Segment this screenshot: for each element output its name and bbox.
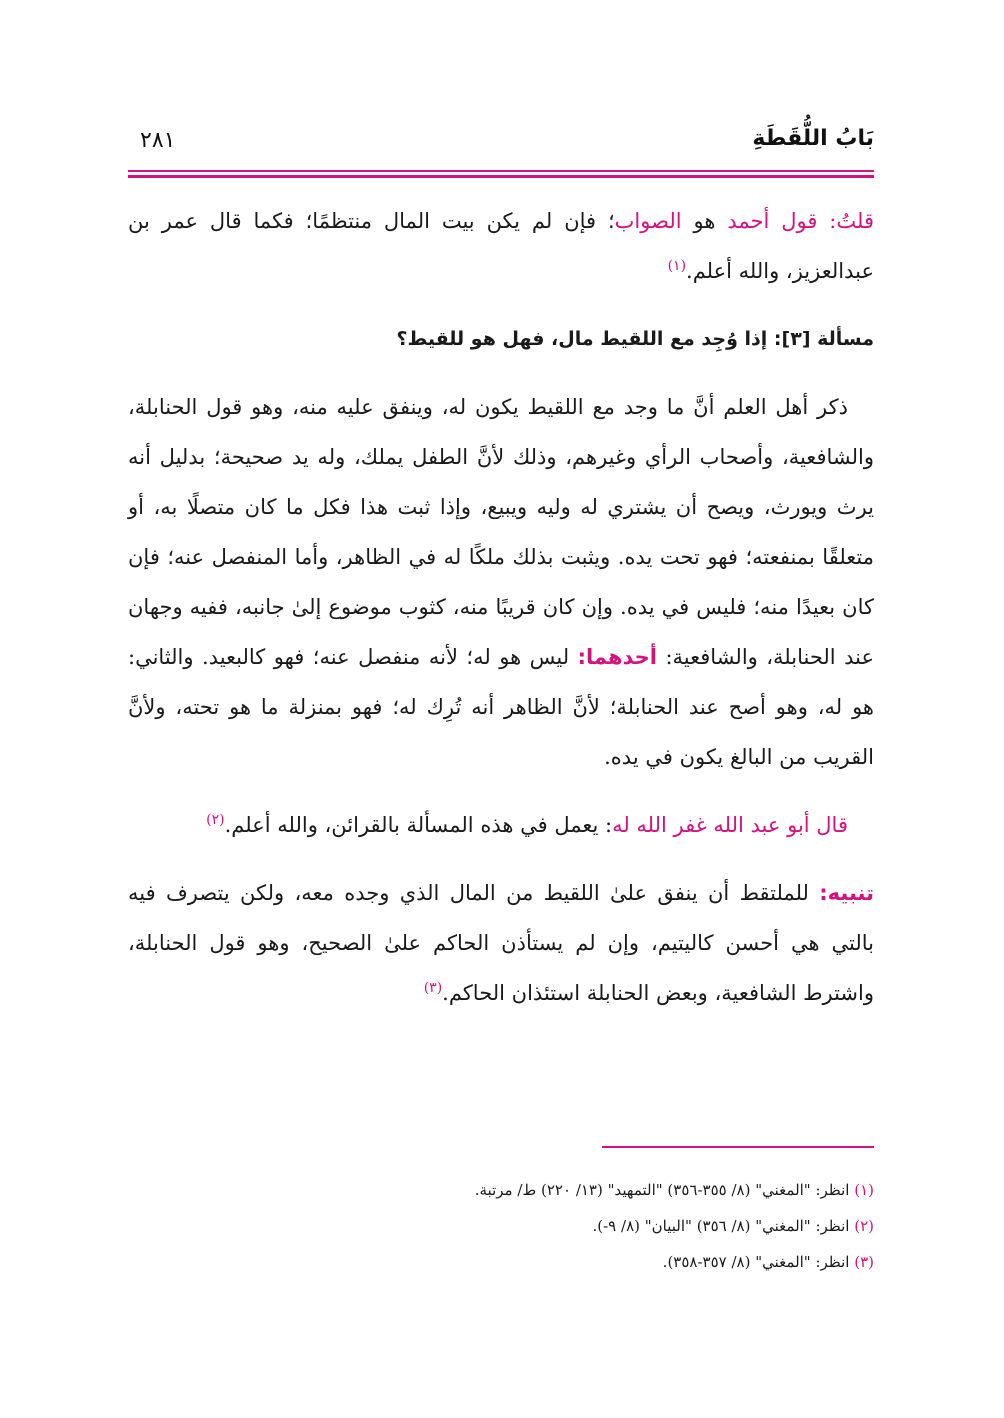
header-divider-thick [128, 175, 874, 178]
author-note-text: : يعمل في هذه المسألة بالقرائن، والله أعلم. [224, 813, 613, 837]
notice-text: للملتقط أن ينفق علىٰ اللقيط من المال الذي وجده معه، ولكن يتصرف فيه بالتي هي أحسن كاليتيم، وإن لم يستأذن الحاكم علىٰ الصحيح، وهو قول الحنابلة، واشترط الشافعية، وبعض الحنابلة استئذان الحاكم. [128, 881, 874, 1005]
paragraph-notice [128, 868, 874, 1018]
footnote-number: (١) [854, 1181, 874, 1199]
ruling-text-part1: ذكر أهل العلم أنَّ ما وجد مع اللقيط يكون له، وينفق عليه منه، وهو قول الحنابلة، والشافعية، وأصحاب الرأي وغيرهم، وذلك لأنَّ الطفل يملك، وله يد صحيحة؛ بدليل أنه يرث ويورث، ويصح أن يشتري له وليه ويبيع، وإذا ثبت هذا فكل ما كان متصلًا به، أو متعلقًا بمنفعته؛ فهو تحت يده. ويثبت بذلك ملكًا له في الظاهر، وأما المنفصل عنه؛ فإن كان بعيدًا منه؛ فليس في يده. وإن كان قريبًا منه، كثوب موضوع إلىٰ جانبه، ففيه وجهان عند الحنابلة، والشافعية: [128, 395, 874, 669]
footnote-2 [128, 1208, 874, 1244]
footnote-text: انظر: "المغني" (٨/ ٣٥٦) "البيان" (٨/ ٩-). [592, 1217, 855, 1235]
main-text [128, 196, 874, 1018]
paragraph-author-note [128, 800, 874, 850]
footnote-divider [602, 1146, 874, 1148]
question-label: مسألة [٣]: [773, 328, 874, 350]
paragraph-opinion [128, 196, 874, 296]
ruling-text-part2: ليس هو له؛ لأنه منفصل عنه؛ فهو كالبعيد. والثاني: هو له، وهو أصح عند الحنابلة؛ لأنَّ الظاهر أنه تُرِك له؛ فهو بمنزلة ما هو تحته، ولأنَّ القريب من البالغ يكون في يده. [128, 645, 874, 769]
footnote-number: (٣) [854, 1253, 874, 1271]
page-number: ٢٨١ [140, 128, 176, 153]
opinion-highlight-ahmad: قول أحمد [727, 209, 818, 233]
footnote-text: انظر: "المغني" (٨/ ٣٥٥-٣٥٦) "التمهيد" (١٣/ ٢٢٠) ط/ مرتبة. [474, 1181, 855, 1199]
question-text: إذا وُجِد مع اللقيط مال، فهل هو للقيط؟ [396, 328, 774, 350]
ruling-first-view-label: أحدهما: [577, 645, 657, 669]
footnote-text: انظر: "المغني" (٨/ ٣٥٧-٣٥٨). [662, 1253, 855, 1271]
footnote-ref-2[interactable]: (٢) [206, 812, 225, 828]
footnote-3 [128, 1244, 874, 1280]
opinion-prefix: قلتُ: [817, 209, 874, 233]
footnote-ref-1[interactable]: (١) [667, 258, 687, 274]
question-heading [128, 314, 874, 364]
notice-label: تنبيه: [819, 881, 874, 905]
page-header [128, 126, 874, 166]
opinion-highlight-correct: الصواب [614, 209, 682, 233]
paragraph-ruling [128, 382, 874, 782]
opinion-rest: ؛ فإن لم يكن بيت المال منتظمًا؛ فكما قال عمر بن عبدالعزيز، والله أعلم. [128, 209, 874, 283]
book-page [128, 0, 874, 1418]
footnote-1 [128, 1172, 874, 1208]
chapter-title: بَابُ اللُّقَطَةِ [752, 126, 874, 151]
footnotes [128, 1172, 874, 1280]
footnote-ref-3[interactable]: (٣) [423, 980, 443, 996]
opinion-mid: هو [681, 209, 728, 233]
author-name: قال أبو عبد الله غفر الله له [612, 813, 848, 837]
header-divider-thin [128, 170, 874, 172]
footnote-number: (٢) [854, 1217, 874, 1235]
